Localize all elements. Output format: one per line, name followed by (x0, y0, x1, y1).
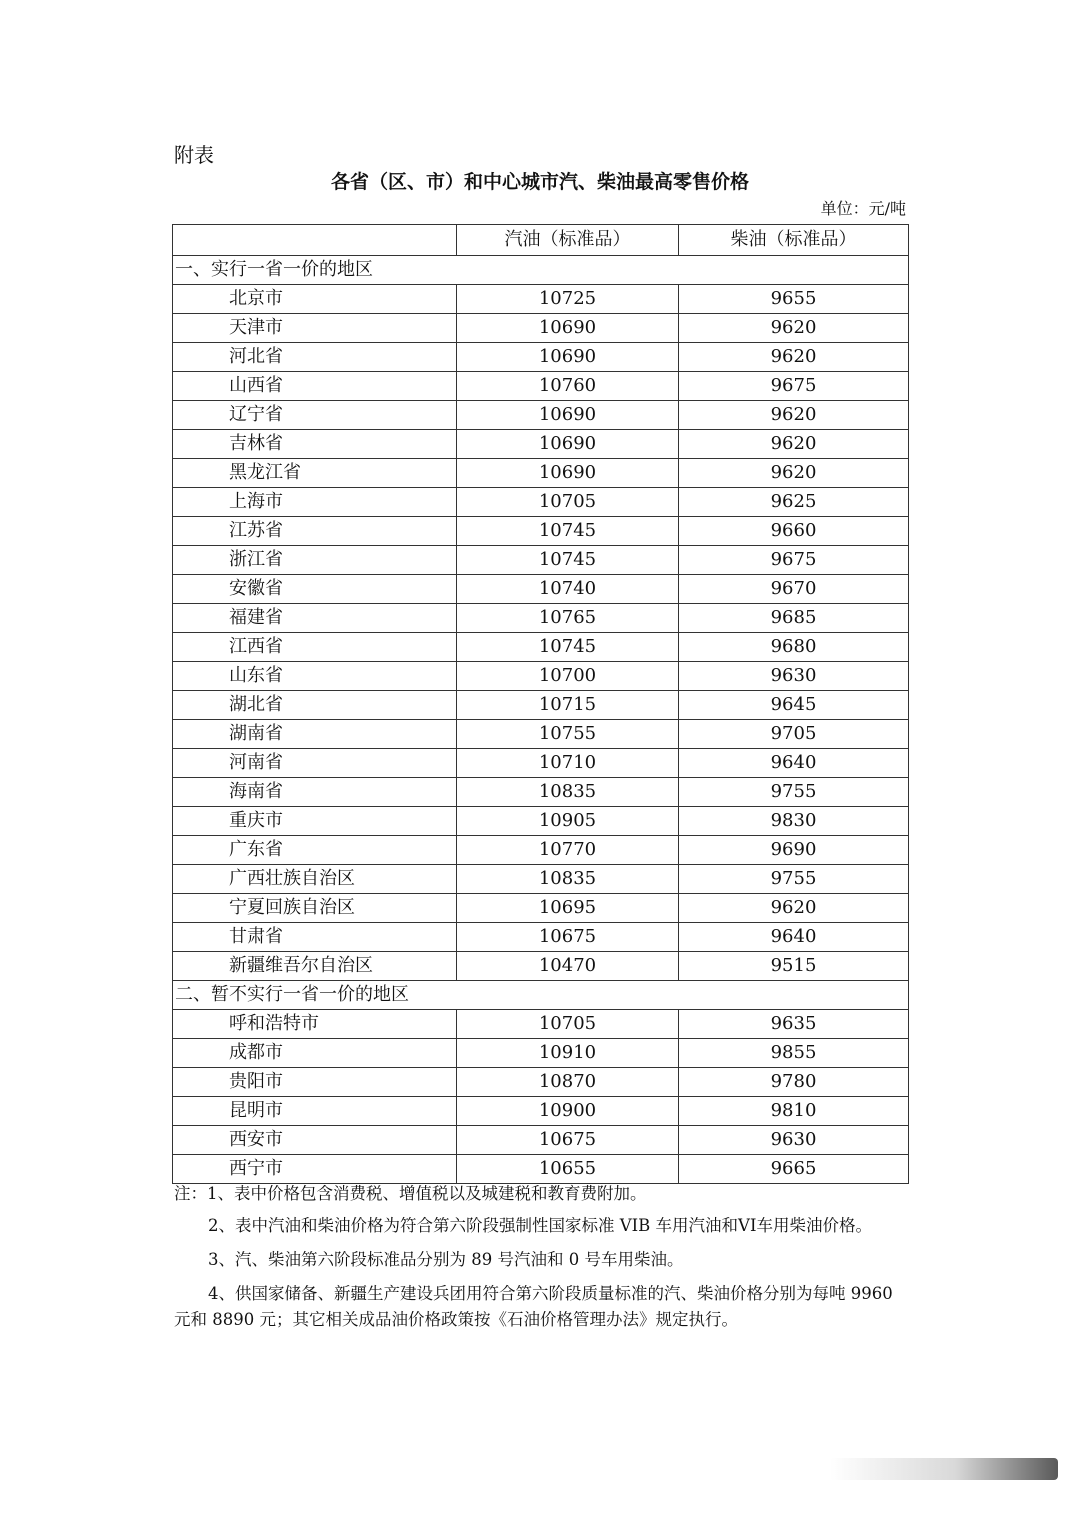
note-3: 3、汽、柴油第六阶段标准品分别为 89 号汽油和 0 号车用柴油。 (208, 1250, 684, 1269)
table-row (173, 285, 909, 314)
table-row (173, 1039, 909, 1068)
region-cell: 呼和浩特市 (173, 1010, 457, 1039)
gasoline-price-cell: 10905 (457, 807, 679, 836)
document-title: 各省（区、市）和中心城市汽、柴油最高零售价格 (330, 171, 749, 193)
gasoline-price-cell: 10690 (457, 343, 679, 372)
gasoline-price-cell: 10900 (457, 1097, 679, 1126)
gasoline-price-cell: 10705 (457, 488, 679, 517)
diesel-price-cell: 9780 (679, 1068, 909, 1097)
gasoline-price-cell: 10760 (457, 372, 679, 401)
region-cell: 辽宁省 (173, 401, 457, 430)
diesel-price-cell: 9655 (679, 285, 909, 314)
table-row (173, 894, 909, 923)
unit-label: 单位：元/吨 (820, 199, 906, 218)
diesel-price-cell: 9630 (679, 1126, 909, 1155)
region-cell: 安徽省 (173, 575, 457, 604)
section-title: 二、暂不实行一省一价的地区 (173, 981, 909, 1010)
region-cell: 新疆维吾尔自治区 (173, 952, 457, 981)
diesel-price-cell: 9680 (679, 633, 909, 662)
region-cell: 广东省 (173, 836, 457, 865)
diesel-price-cell: 9675 (679, 372, 909, 401)
gasoline-price-cell: 10765 (457, 604, 679, 633)
table-row (173, 604, 909, 633)
diesel-price-cell: 9620 (679, 343, 909, 372)
table-row (173, 546, 909, 575)
region-cell: 广西壮族自治区 (173, 865, 457, 894)
region-cell: 浙江省 (173, 546, 457, 575)
diesel-price-cell: 9620 (679, 459, 909, 488)
section-row (173, 256, 909, 285)
table-row (173, 836, 909, 865)
gasoline-price-cell: 10695 (457, 894, 679, 923)
gasoline-price-cell: 10690 (457, 314, 679, 343)
region-cell: 昆明市 (173, 1097, 457, 1126)
table-row (173, 488, 909, 517)
gasoline-price-cell: 10835 (457, 865, 679, 894)
region-cell: 北京市 (173, 285, 457, 314)
notes (174, 1181, 908, 1341)
gasoline-price-cell: 10705 (457, 1010, 679, 1039)
gasoline-price-cell: 10710 (457, 749, 679, 778)
diesel-price-cell: 9620 (679, 894, 909, 923)
header-gasoline: 汽油（标准品） (457, 225, 679, 256)
gasoline-price-cell: 10745 (457, 517, 679, 546)
diesel-price-cell: 9660 (679, 517, 909, 546)
table-header-row (173, 225, 909, 256)
diesel-price-cell: 9755 (679, 778, 909, 807)
region-cell: 宁夏回族自治区 (173, 894, 457, 923)
region-cell: 吉林省 (173, 430, 457, 459)
diesel-price-cell: 9855 (679, 1039, 909, 1068)
gasoline-price-cell: 10740 (457, 575, 679, 604)
region-cell: 山西省 (173, 372, 457, 401)
table-row (173, 459, 909, 488)
diesel-price-cell: 9755 (679, 865, 909, 894)
region-cell: 西安市 (173, 1126, 457, 1155)
region-cell: 湖北省 (173, 691, 457, 720)
region-cell: 江苏省 (173, 517, 457, 546)
table-row (173, 372, 909, 401)
header-diesel: 柴油（标准品） (679, 225, 909, 256)
gasoline-price-cell: 10910 (457, 1039, 679, 1068)
table-row (173, 662, 909, 691)
region-cell: 重庆市 (173, 807, 457, 836)
gasoline-price-cell: 10745 (457, 546, 679, 575)
table-row (173, 343, 909, 372)
gasoline-price-cell: 10700 (457, 662, 679, 691)
diesel-price-cell: 9640 (679, 749, 909, 778)
region-cell: 西宁市 (173, 1155, 457, 1184)
table-row (173, 778, 909, 807)
table-row (173, 691, 909, 720)
annex-label: 附表 (174, 143, 214, 167)
gasoline-price-cell: 10690 (457, 401, 679, 430)
gasoline-price-cell: 10715 (457, 691, 679, 720)
region-cell: 河南省 (173, 749, 457, 778)
table-row (173, 314, 909, 343)
diesel-price-cell: 9685 (679, 604, 909, 633)
region-cell: 湖南省 (173, 720, 457, 749)
table-row (173, 1068, 909, 1097)
gasoline-price-cell: 10745 (457, 633, 679, 662)
diesel-price-cell: 9640 (679, 923, 909, 952)
gasoline-price-cell: 10690 (457, 459, 679, 488)
diesel-price-cell: 9810 (679, 1097, 909, 1126)
diesel-price-cell: 9670 (679, 575, 909, 604)
diesel-price-cell: 9635 (679, 1010, 909, 1039)
region-cell: 上海市 (173, 488, 457, 517)
diesel-price-cell: 9665 (679, 1155, 909, 1184)
region-cell: 江西省 (173, 633, 457, 662)
note-2: 2、表中汽油和柴油价格为符合第六阶段强制性国家标准 VIB 车用汽油和VI车用柴油价格。 (208, 1216, 872, 1235)
region-cell: 成都市 (173, 1039, 457, 1068)
diesel-price-cell: 9830 (679, 807, 909, 836)
section-row (173, 981, 909, 1010)
header-region (173, 225, 457, 256)
region-cell: 福建省 (173, 604, 457, 633)
table-row (173, 720, 909, 749)
diesel-price-cell: 9675 (679, 546, 909, 575)
diesel-price-cell: 9620 (679, 430, 909, 459)
region-cell: 贵阳市 (173, 1068, 457, 1097)
diesel-price-cell: 9645 (679, 691, 909, 720)
table-row (173, 517, 909, 546)
region-cell: 海南省 (173, 778, 457, 807)
gasoline-price-cell: 10725 (457, 285, 679, 314)
diesel-price-cell: 9620 (679, 401, 909, 430)
gasoline-price-cell: 10690 (457, 430, 679, 459)
gasoline-price-cell: 10770 (457, 836, 679, 865)
gasoline-price-cell: 10675 (457, 923, 679, 952)
table-row (173, 430, 909, 459)
table-row (173, 633, 909, 662)
region-cell: 天津市 (173, 314, 457, 343)
table-row (173, 952, 909, 981)
gasoline-price-cell: 10655 (457, 1155, 679, 1184)
note-1: 注：1、表中价格包含消费税、增值税以及城建税和教育费附加。 (174, 1184, 647, 1203)
section-title: 一、实行一省一价的地区 (173, 256, 909, 285)
gasoline-price-cell: 10675 (457, 1126, 679, 1155)
region-cell: 山东省 (173, 662, 457, 691)
table-row (173, 865, 909, 894)
table-row (173, 807, 909, 836)
table-body (173, 256, 909, 1184)
gasoline-price-cell: 10835 (457, 778, 679, 807)
diesel-price-cell: 9705 (679, 720, 909, 749)
diesel-price-cell: 9515 (679, 952, 909, 981)
table-row (173, 749, 909, 778)
gasoline-price-cell: 10755 (457, 720, 679, 749)
gasoline-price-cell: 10470 (457, 952, 679, 981)
price-table (172, 224, 909, 1184)
scan-edge-shadow (830, 1458, 1058, 1480)
table-row (173, 401, 909, 430)
gasoline-price-cell: 10870 (457, 1068, 679, 1097)
table-row (173, 923, 909, 952)
diesel-price-cell: 9690 (679, 836, 909, 865)
region-cell: 甘肃省 (173, 923, 457, 952)
table-row (173, 1126, 909, 1155)
table-row (173, 575, 909, 604)
diesel-price-cell: 9630 (679, 662, 909, 691)
table-row (173, 1097, 909, 1126)
table-row (173, 1155, 909, 1184)
note-4: 4、供国家储备、新疆生产建设兵团用符合第六阶段质量标准的汽、柴油价格分别为每吨 9960 元和 8890 元；其它相关成品油价格政策按《石油价格管理办法》规定执行。 (174, 1284, 893, 1329)
region-cell: 黑龙江省 (173, 459, 457, 488)
diesel-price-cell: 9625 (679, 488, 909, 517)
table-row (173, 1010, 909, 1039)
diesel-price-cell: 9620 (679, 314, 909, 343)
region-cell: 河北省 (173, 343, 457, 372)
